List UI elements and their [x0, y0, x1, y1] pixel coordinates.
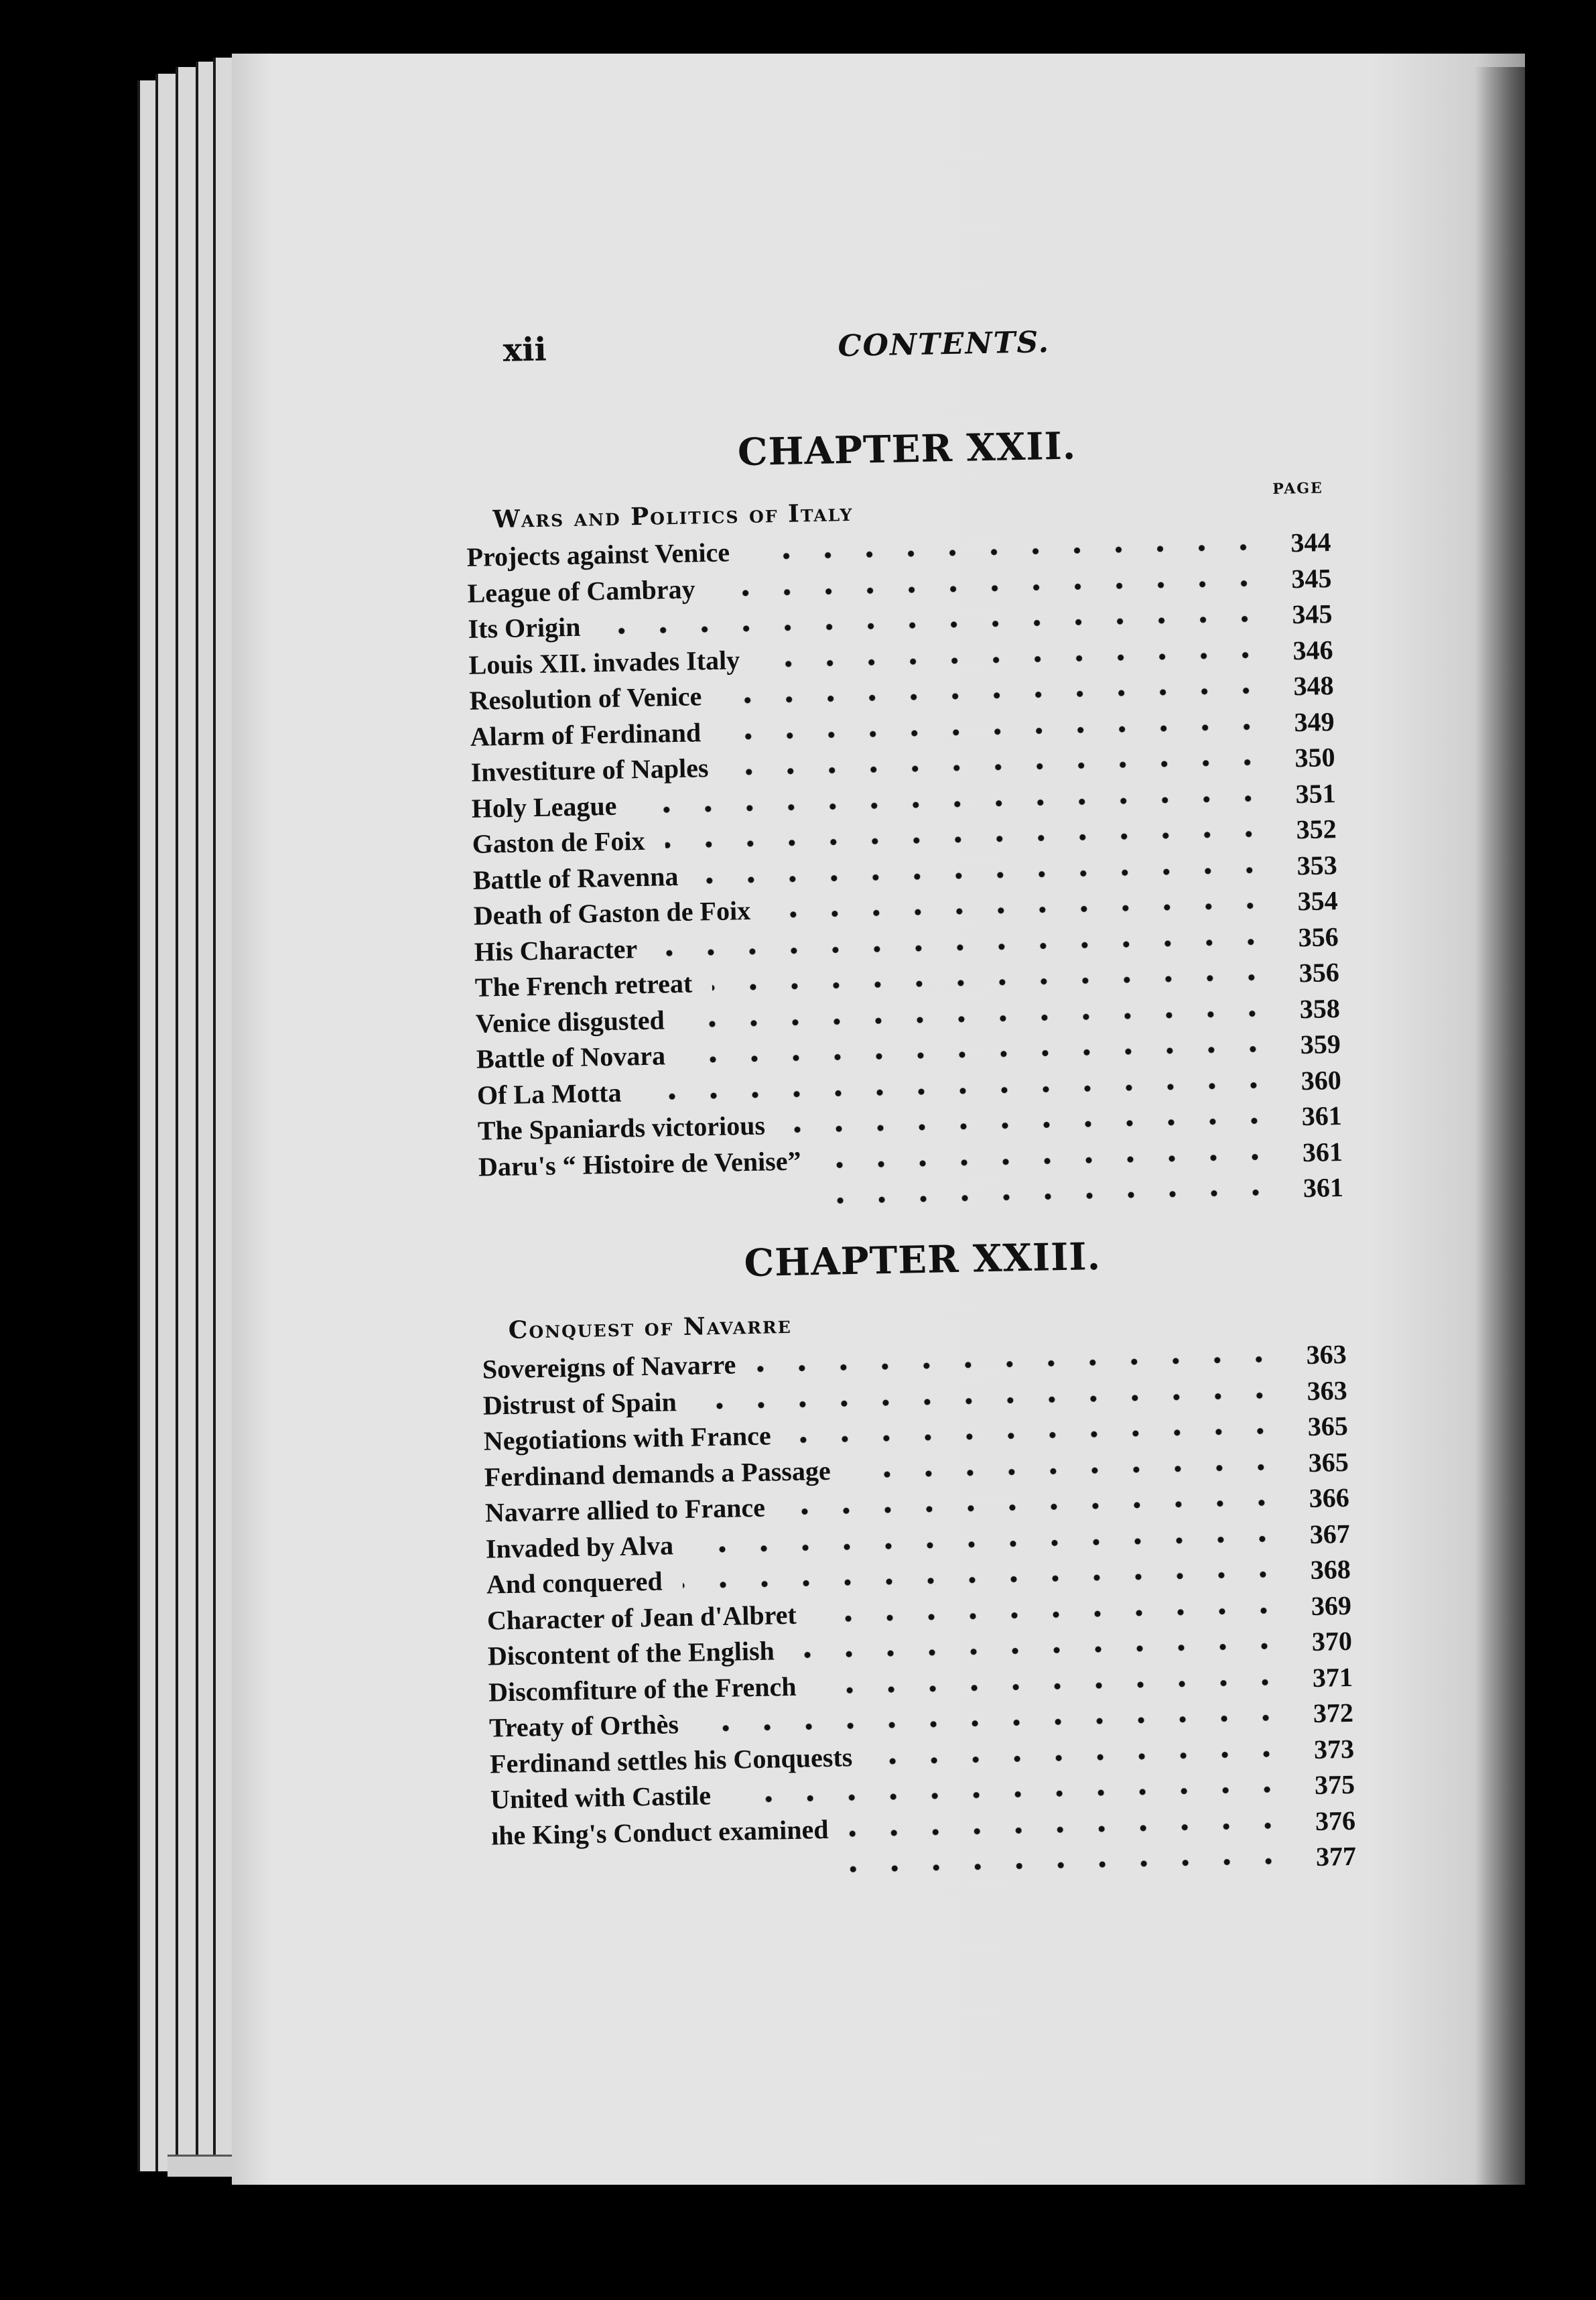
toc-entry-label: Of La Motta: [476, 1077, 622, 1110]
dot-leader: [731, 1786, 1288, 1803]
dot-leader: [848, 1822, 1288, 1837]
page-column-label: PAGE: [1272, 479, 1324, 498]
dot-leader: [840, 1858, 1289, 1873]
toc-entry-label: Sovereigns of Navarre: [482, 1349, 736, 1385]
dot-leader: [827, 1189, 1276, 1204]
toc-entry-page: 351: [1295, 777, 1336, 809]
toc-entry-page: 365: [1308, 1446, 1349, 1478]
toc-entry-label: Daru's “ Histoire de Venise”: [478, 1145, 801, 1182]
dot-leader: [729, 759, 1268, 775]
dot-leader: [699, 1714, 1286, 1732]
dot-leader: [657, 938, 1272, 956]
dot-leader: [756, 1356, 1280, 1372]
toc-entry-page: 359: [1300, 1029, 1341, 1060]
toc-entry-page: 373: [1313, 1733, 1355, 1765]
toc-entry-page: 367: [1309, 1518, 1351, 1549]
toc-entry-label: Invaded by Alva: [485, 1529, 674, 1564]
dot-leader: [699, 867, 1270, 884]
toc-entry-page: 345: [1290, 562, 1332, 594]
toc-entry-label: Alarm of Ferdinand: [470, 716, 702, 752]
dot-leader: [750, 544, 1264, 560]
toc-entry-label: Navarre allied to France: [484, 1492, 766, 1528]
toc-entry-page: 346: [1292, 634, 1333, 665]
dot-leader: [685, 1009, 1273, 1027]
toc-entry-page: 371: [1312, 1661, 1353, 1693]
dot-leader: [785, 1499, 1282, 1515]
toc-entry-page: 348: [1293, 670, 1334, 702]
dot-leader: [712, 974, 1272, 991]
toc-entry-label: Death of Gaston de Foix: [473, 895, 751, 931]
toc-entry-label: Discomfiture of the French: [488, 1671, 797, 1708]
running-title: CONTENTS.: [838, 325, 1051, 364]
dot-leader: [851, 1463, 1282, 1478]
toc-entry-label: Louis XII. invades Italy: [468, 644, 740, 680]
dot-leader: [601, 615, 1266, 635]
toc-entry-label: United with Castile: [490, 1780, 712, 1815]
toc-entry-page: 352: [1296, 814, 1337, 845]
toc-entry-label: Its Origin: [468, 611, 581, 644]
toc-entry-label: The Spaniards victorious: [477, 1110, 766, 1146]
toc-entry-label: Treaty of Orthès: [488, 1709, 679, 1743]
toc-entry-label: ıhe King's Conduct examined: [490, 1813, 829, 1851]
toc-entry-page: 345: [1291, 598, 1333, 630]
toc-entry-page: 358: [1299, 993, 1341, 1024]
toc-entry-label: Projects against Venice: [466, 537, 730, 572]
toc-entry-label: Character of Jean d'Albret: [486, 1599, 797, 1636]
toc-entry-page: 361: [1303, 1171, 1344, 1204]
toc-entry-label: His Character: [474, 933, 638, 967]
toc-entry-label: Holy League: [471, 790, 617, 824]
toc-entry-page: 356: [1299, 957, 1340, 988]
dot-leader: [693, 1535, 1283, 1553]
chapter-entries: [466, 525, 1364, 1223]
toc-entry-page: 344: [1290, 527, 1331, 558]
toc-entry-label: Gaston de Foix: [472, 825, 645, 859]
dot-leader: [785, 1117, 1275, 1133]
toc-entry-page: 354: [1297, 885, 1339, 917]
toc-entry-page: 363: [1307, 1375, 1348, 1406]
dot-leader: [665, 830, 1270, 848]
toc-entry-page: 366: [1309, 1482, 1350, 1514]
toc-entry-page: 363: [1306, 1338, 1347, 1370]
toc-entry-label: Distrust of Spain: [482, 1386, 677, 1421]
toc-entry-page: 356: [1298, 921, 1339, 952]
dot-leader: [721, 723, 1268, 741]
dot-leader: [791, 1427, 1281, 1444]
toc-entry-page: 369: [1311, 1590, 1352, 1621]
toc-entry-page: 361: [1302, 1136, 1343, 1167]
toc-entry-page: 350: [1294, 742, 1335, 773]
toc-entry-page: 349: [1294, 706, 1335, 737]
toc-entry-page: 365: [1307, 1410, 1349, 1442]
dot-leader: [697, 1391, 1280, 1409]
toc-entry-page: 375: [1314, 1769, 1355, 1800]
dot-leader: [716, 580, 1265, 597]
dot-leader: [637, 795, 1269, 814]
contents-page: [462, 312, 1377, 1903]
page-number: xii: [503, 330, 547, 369]
chapter-heading: CHAPTER XXIII.: [744, 1234, 1102, 1286]
page-gutter-shadow: [1474, 67, 1528, 2198]
dot-leader: [795, 1643, 1285, 1659]
toc-entry-label: Battle of Ravenna: [472, 860, 679, 895]
dot-leader: [821, 1153, 1276, 1168]
toc-entry-label: Ferdinand settles his Conquests: [489, 1741, 853, 1779]
toc-entry-label: Venice disgusted: [475, 1004, 665, 1039]
chapter-entries: [482, 1336, 1376, 1891]
toc-entry-label: Discontent of the English: [487, 1635, 775, 1671]
dot-leader: [685, 1045, 1274, 1064]
section-title: Wars and Politics of Italy: [492, 498, 854, 534]
toc-entry-label: Ferdinand demands a Passage: [484, 1455, 831, 1492]
section-title: Conquest of Navarre: [508, 1310, 793, 1344]
dot-leader: [771, 902, 1271, 918]
dot-leader: [642, 1081, 1274, 1100]
chapter-heading: CHAPTER XXII.: [737, 424, 1077, 475]
toc-entry-page: 368: [1310, 1553, 1351, 1586]
toc-entry-page: 361: [1301, 1100, 1343, 1132]
dot-leader: [817, 1678, 1286, 1694]
toc-entry-label: League of Cambray: [467, 573, 695, 609]
toc-entry-page: 372: [1313, 1697, 1354, 1728]
toc-entry-page: 370: [1311, 1625, 1353, 1657]
dot-leader: [760, 651, 1266, 667]
toc-entry-label: Negotiations with France: [483, 1420, 772, 1456]
dot-leader: [872, 1750, 1287, 1765]
toc-entry-page: 377: [1315, 1840, 1357, 1872]
dot-leader: [683, 1571, 1284, 1589]
toc-entry-page: 376: [1315, 1805, 1356, 1836]
toc-entry-label: And conquered: [486, 1566, 663, 1600]
toc-entry-label: Battle of Novara: [476, 1040, 666, 1074]
toc-entry-label: Resolution of Venice: [469, 681, 702, 716]
toc-entry-page: 360: [1301, 1064, 1342, 1096]
toc-entry-label: The French retreat: [474, 968, 693, 1003]
toc-entry-label: Investiture of Naples: [470, 753, 709, 787]
dot-leader: [722, 687, 1267, 704]
toc-entry-page: 353: [1296, 849, 1338, 881]
dot-leader: [817, 1606, 1284, 1622]
